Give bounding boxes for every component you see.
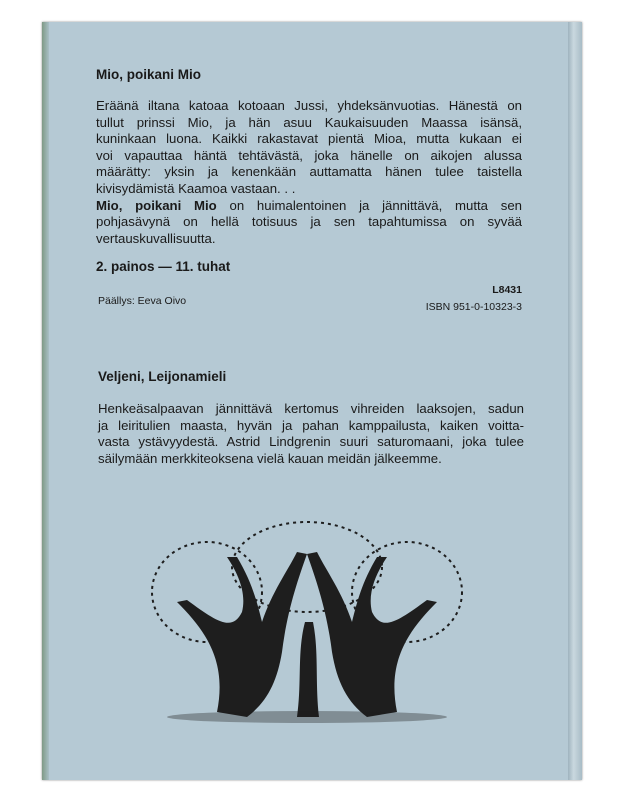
- book1-description: [96, 98, 522, 247]
- book2-description: [98, 401, 524, 467]
- product-code: L8431: [492, 284, 522, 296]
- text-line: tullut prinssi Mio, ja hän asuu Kaukaisuuden Maassa isänsä,: [96, 114, 522, 130]
- cover-credit: Päällys: Eeva Oivo: [98, 295, 187, 307]
- book2-title: Veljeni, Leijonamieli: [98, 369, 227, 384]
- text-line: Eräänä iltana katoaa kotoaan Jussi, yhdeksänvuotias. Hänestä on: [96, 98, 522, 113]
- text-line: voi vapauttaa häntä tehtävästä, joka hänelle on aikojen alussa: [96, 147, 522, 163]
- text-line: on huimalentoinen ja jännittävä, mutta sen: [216, 197, 522, 213]
- text-line: Henkeäsalpaavan jännittävä kertomus vihreiden laaksojen, sadun: [98, 401, 524, 416]
- text-line: määrätty: yksin ja kenenkään auttamatta hänen tulee taistella: [96, 164, 522, 180]
- text-line: säilymään merkkiteoksena vielä kauan meidän jälkeemme.: [98, 450, 442, 466]
- spine-edge: [568, 22, 582, 780]
- text-line: pohjasävynä on hellä totisuus ja sen tapahtumissa on syvää: [96, 214, 522, 230]
- cover-edge: [42, 22, 49, 780]
- text-line: vasta ystävyydestä. Astrid Lindgrenin suuri saturomaani, joka tulee: [98, 434, 524, 450]
- edition-info: 2. painos — 11. tuhat: [96, 259, 231, 274]
- isbn: ISBN 951-0-10323-3: [425, 301, 522, 313]
- bold-title: Mio, poikani Mio: [96, 197, 217, 213]
- tree-illustration: [147, 512, 467, 727]
- text-line: kivisydämistä Kaamoa vastaan. . .: [96, 180, 296, 196]
- text-line: kuninkaan luona. Kaikki rakastavat pientä Mioa, mutta kukaan ei: [96, 131, 522, 147]
- text-line: vertauskuvallisuutta.: [96, 230, 216, 246]
- book-back-cover: [42, 22, 582, 780]
- book1-title: Mio, poikani Mio: [96, 67, 201, 82]
- text-line: ja leiritulien maasta, hyvän ja pahan kamppailusta, kaiken voitta-: [98, 417, 524, 433]
